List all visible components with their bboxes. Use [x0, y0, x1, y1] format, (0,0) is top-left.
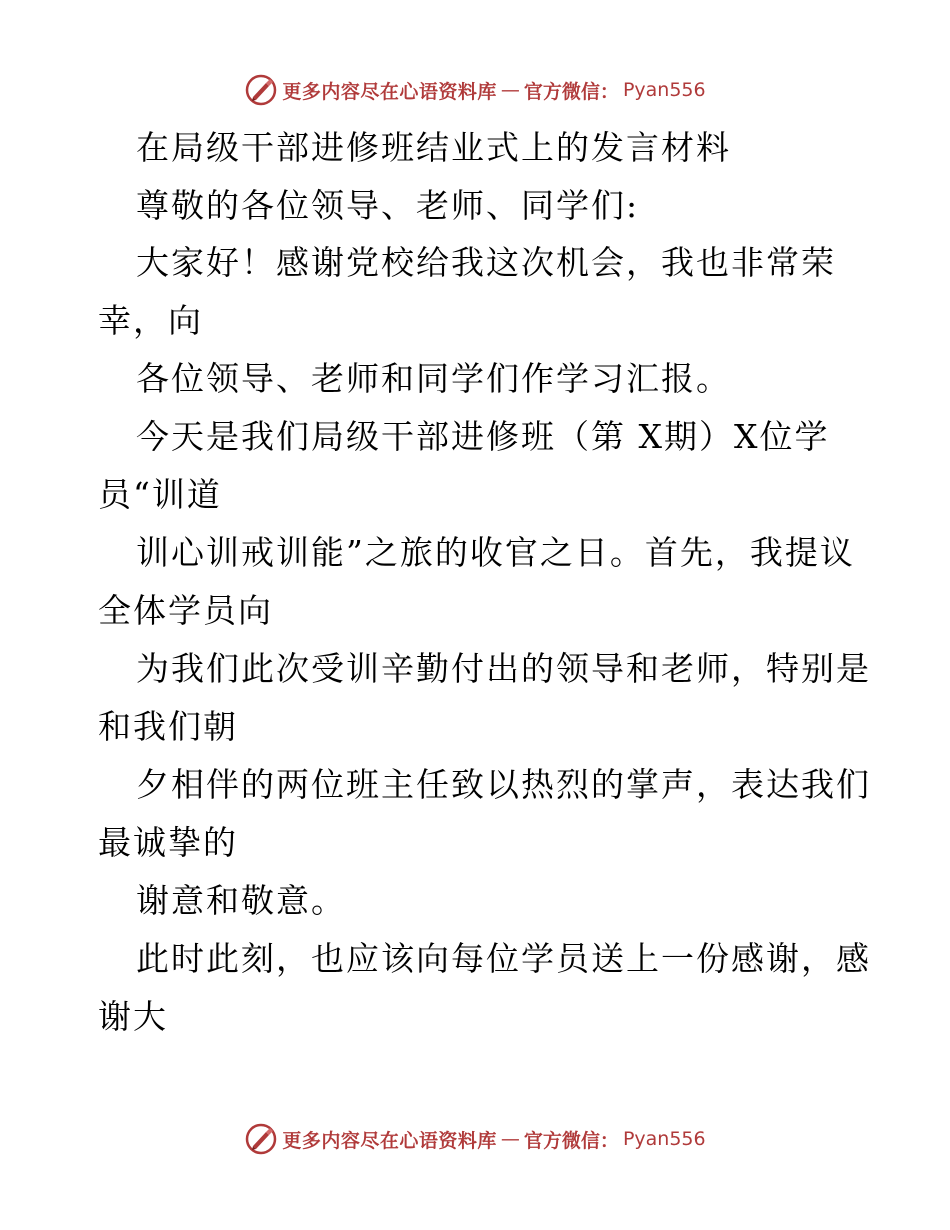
pen-logo-icon — [244, 73, 278, 107]
paragraph-line: 谢意和敬意。 — [136, 881, 346, 920]
paragraph-line: 今天是我们局级干部进修班（第 X期）X位学 — [136, 417, 830, 456]
paragraph-line: 各位领导、老师和同学们作学习汇报。 — [136, 359, 731, 398]
header-wechat-id: Pyan556 — [622, 79, 706, 101]
paragraph-line: 夕相伴的两位班主任致以热烈的掌声，表达我们 — [136, 765, 871, 804]
pen-logo-icon — [244, 1122, 278, 1156]
paragraph-line: 为我们此次受训辛勤付出的领导和老师，特别是 — [136, 649, 871, 688]
header-site-text: 更多内容尽在心语资料库 — [282, 80, 497, 103]
paragraph-line: 谢大 — [98, 997, 168, 1036]
paragraph-line: 员“训道 — [98, 475, 222, 514]
paragraph-line: 此时此刻，也应该向每位学员送上一份感谢，感 — [136, 939, 871, 978]
footer-separator: — — [500, 1128, 520, 1150]
footer-banner — [0, 1119, 950, 1159]
paragraph-line: 训心训戒训能”之旅的收官之日。首先，我提议 — [136, 533, 855, 572]
header-banner — [0, 70, 950, 110]
paragraph-line: 幸，向 — [98, 301, 203, 340]
header-separator: — — [500, 79, 520, 101]
footer-wechat-label: 官方微信： — [523, 1129, 619, 1152]
footer-wechat-id: Pyan556 — [622, 1128, 706, 1150]
salutation: 尊敬的各位领导、老师、同学们: — [136, 186, 640, 225]
paragraph-line: 全体学员向 — [98, 591, 273, 630]
paragraph-line: 最诚挚的 — [98, 823, 238, 862]
footer-site-text: 更多内容尽在心语资料库 — [282, 1129, 497, 1152]
header-wechat-label: 官方微信： — [523, 80, 619, 103]
document-title: 在局级干部进修班结业式上的发言材料 — [136, 128, 731, 167]
paragraph-line: 大家好！感谢党校给我这次机会，我也非常荣 — [136, 243, 836, 282]
paragraph-line: 和我们朝 — [98, 707, 238, 746]
